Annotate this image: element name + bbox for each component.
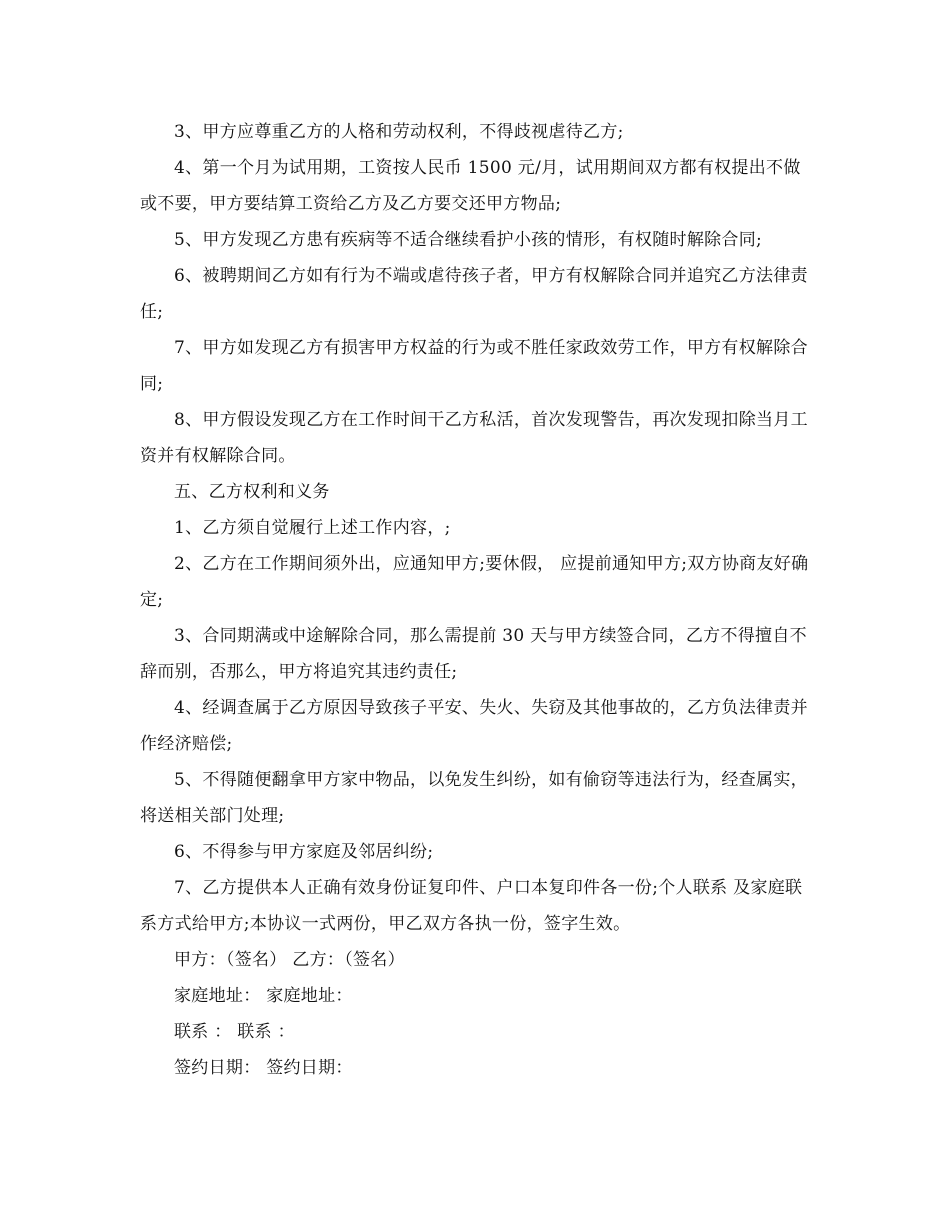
clause-b3: 3、合同期满或中途解除合同，那么需提前 30 天与甲方续签合同，乙方不得擅自不辞而别，否那么，甲方将追究其违约责任;	[140, 626, 807, 682]
section-heading-party-b: 五、乙方权利和义务	[174, 482, 330, 502]
clause-b2: 2、乙方在工作期间须外出，应通知甲方;要休假， 应提前通知甲方;双方协商友好确定;	[140, 554, 809, 610]
clause-b6: 6、不得参与甲方家庭及邻居纠纷;	[174, 842, 434, 862]
clause-a4: 4、第一个月为试用期，工资按人民币 1500 元/月，试用期间双方都有权提出不做或不要，甲方要结算工资给乙方及乙方要交还甲方物品;	[140, 158, 801, 214]
clause-a5: 5、甲方发现乙方患有疾病等不适合继续看护小孩的情形，有权随时解除合同;	[174, 230, 763, 250]
contact-line: 联系 ： 联系 ：	[174, 1022, 295, 1042]
contract-body	[140, 114, 815, 1086]
clause-b1: 1、乙方须自觉履行上述工作内容，;	[174, 518, 451, 538]
clause-b7: 7、乙方提供本人正确有效身份证复印件、户口本复印件各一份;个人联系 及家庭联系方式给甲方;本协议一式两份，甲乙双方各执一份，签字生效。	[140, 878, 803, 934]
clause-a6: 6、被聘期间乙方如有行为不端或虐待孩子者，甲方有权解除合同并追究乙方法律责任;	[140, 266, 808, 322]
clause-a7: 7、甲方如发现乙方有损害甲方权益的行为或不胜任家政效劳工作，甲方有权解除合同;	[140, 338, 808, 394]
clause-b4: 4、经调查属于乙方原因导致孩子平安、失火、失窃及其他事故的，乙方负法律责并作经济赔偿;	[140, 698, 808, 754]
address-line: 家庭地址： 家庭地址：	[174, 986, 353, 1006]
clause-b5: 5、不得随便翻拿甲方家中物品，以免发生纠纷，如有偷窃等违法行为，经查属实，将送相关部门处理;	[140, 770, 808, 826]
signature-line: 甲方：（签名） 乙方：（签名）	[174, 950, 405, 970]
clause-a3: 3、甲方应尊重乙方的人格和劳动权利，不得歧视虐待乙方;	[174, 122, 624, 142]
clause-a8: 8、甲方假设发现乙方在工作时间干乙方私活，首次发现警告，再次发现扣除当月工资并有权解除合同。	[140, 410, 808, 466]
signing-date-line: 签约日期： 签约日期：	[174, 1058, 353, 1078]
